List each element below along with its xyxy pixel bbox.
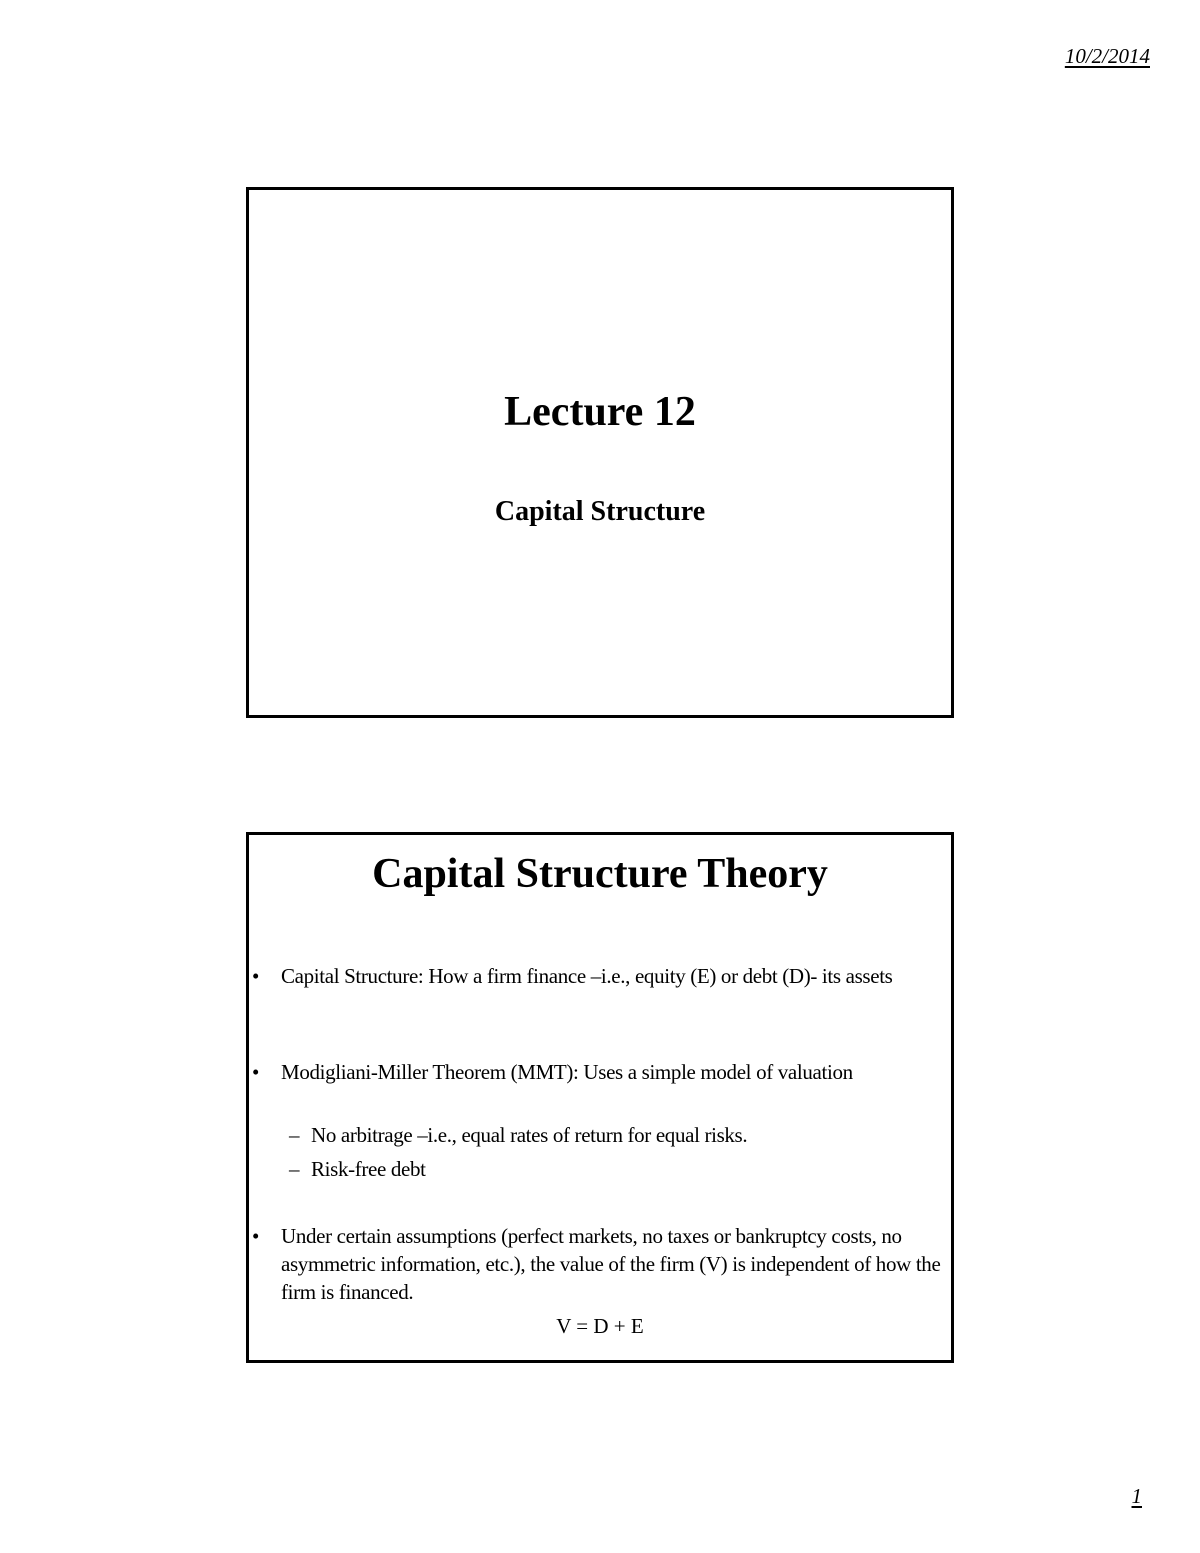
bullet-text: Modigliani-Miller Theorem (MMT): Uses a simple model of valuation (281, 1060, 853, 1084)
bullet-text: Under certain assumptions (perfect markets, no taxes or bankruptcy costs, no asymmetric information, etc.), the value of the firm (V) is independent of how the firm is financed. (281, 1224, 941, 1304)
slide-1-subtitle: Capital Structure (494, 496, 706, 527)
slide-2-title: Capital Structure Theory (372, 851, 828, 897)
sub-bullet-no-arbitrage (289, 1121, 939, 1149)
slide-1-frame (246, 187, 954, 718)
bullet-dot-icon: • (252, 1060, 260, 1084)
page-date: 10/2/2014 (1064, 44, 1150, 68)
bullet-capital-structure (252, 962, 944, 990)
bullet-mmt (252, 1058, 944, 1086)
bullet-assumptions (252, 1222, 944, 1306)
page-number: 1 (1131, 1484, 1142, 1508)
sub-bullet-text: No arbitrage –i.e., equal rates of return for equal risks. (311, 1123, 748, 1147)
equation: V = D + E (556, 1314, 644, 1338)
bullet-text: Capital Structure: How a firm finance –i.e., equity (E) or debt (D)- its assets (281, 964, 893, 988)
dash-icon: – (289, 1157, 300, 1181)
bullet-dot-icon: • (252, 1224, 260, 1248)
sub-bullet-risk-free-debt (289, 1155, 939, 1183)
slide-1-title: Lecture 12 (504, 389, 696, 435)
dash-icon: – (289, 1123, 300, 1147)
bullet-dot-icon: • (252, 964, 260, 988)
sub-bullet-text: Risk-free debt (311, 1157, 426, 1181)
